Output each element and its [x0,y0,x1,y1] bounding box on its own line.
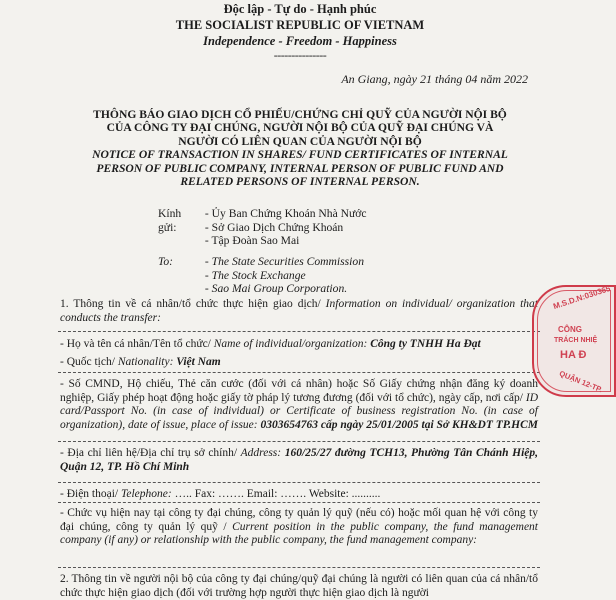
seal-text: CÔNG [558,325,582,334]
header-divider: --------------- [273,48,327,62]
section-1-heading: 1. Thông tin về cá nhân/tổ chức thực hiện giao dịch/ Information on individual/ organization that conducts the transfer: [60,298,538,324]
section-divider [58,372,540,373]
section-divider [58,567,540,568]
nationality-field: - Quốc tịch/ Nationality: Việt Nam [60,356,221,368]
title-vi-line-1: THÔNG BÁO GIAO DỊCH CỔ PHIẾU/CHỨNG CHỈ QUỸ CỦA NGƯỜI NỘI BỘ [93,108,507,121]
id-value: 0303654763 cấp ngày 25/01/2005 tại Sở KH&DT TP.HCM [260,418,538,431]
seal-text: M.S.D.N:030365 [552,284,612,311]
id-registration-field: - Số CMND, Hộ chiếu, Thẻ căn cước (đối với cá nhân) hoặc Số Giấy chứng nhận đăng ký doanh nghiệp, Giấy phép hoạt động hoặc giấy tờ pháp lý tương đương (đối với tổ chức), ngày cấp, nơi cấp/ ID card/Passport No. (in case of individual) or Certificate of business registration No. (in case of organization), date of issue, place of issue: 0303654763 cấp ngày 25/01/2005 tại Sở KH&DT TP.HCM [60,378,538,431]
recipients-vi-label: Kính gửi: [158,207,182,234]
document-title [40,108,560,188]
title-en-line-2: PERSON OF PUBLIC COMPANY, INTERNAL PERSON OF PUBLIC FUND AND [96,161,504,175]
title-vi-line-3: NGƯỜI CÓ LIÊN QUAN CỦA NGƯỜI NỘI BỘ [178,134,422,148]
recipient-vi-item: - Sở Giao Dịch Chứng Khoán [204,220,344,234]
company-seal-stamp [532,285,616,397]
nationality-value: Việt Nam [176,356,221,368]
name-field: - Họ và tên cá nhân/Tên tổ chức/ Name of individual/organization: Công ty TNHH Ha Đạt [60,338,481,350]
republic-name-english: THE SOCIALIST REPUBLIC OF VIETNAM [175,18,425,32]
motto-english: Independence - Freedom - Happiness [203,34,397,48]
seal-text: TRÁCH NHIỆ [554,337,598,344]
recipient-en-item: - Sao Mai Group Corporation. [204,282,348,296]
recipient-en-item: - The Stock Exchange [204,268,306,282]
section-divider [58,441,540,442]
date-line: An Giang, ngày 21 tháng 04 năm 2022 [341,72,528,86]
recipients-english [158,255,364,296]
section-divider [58,331,540,332]
name-value: Công ty TNHH Ha Đạt [370,338,481,350]
recipients-vietnamese [158,207,367,248]
address-value: 160/25/27 đường TCH13, Phường Tân Chánh Hiệp, Quận 12, TP. Hồ Chí Minh [60,447,539,473]
section-divider [58,502,540,503]
seal-text: QUẬN 12-TP. [557,368,604,395]
seal-text: HA Đ [560,349,587,361]
section-2-text: 2. Thông tin về người nội bộ của công ty đại chúng/quỹ đại chúng là người có liên quan của cá nhân/tổ chức thực hiện giao dịch (đối với trường hợp người thực hiện giao dịch là người [60,573,538,599]
recipients-en-label: To: [158,255,174,268]
recipient-vi-item: - Tập Đoàn Sao Mai [204,234,300,248]
title-vi-line-2: CỦA CÔNG TY ĐẠI CHÚNG, NGƯỜI NỘI BỘ CỦA QUỸ ĐẠI CHÚNG VÀ [106,121,494,135]
recipient-vi-item: - Ủy Ban Chứng Khoán Nhà Nước [204,207,367,220]
title-en-line-1: NOTICE OF TRANSACTION IN SHARES/ FUND CERTIFICATES OF INTERNAL [92,148,508,162]
section-divider [58,482,540,483]
title-en-line-3: RELATED PERSONS OF INTERNAL PERSON. [180,175,420,189]
address-field: - Địa chỉ liên hệ/Địa chỉ trụ sở chính/ Address: 160/25/27 đường TCH13, Phường Tân Chánh Hiệp, Quận 12, TP. Hồ Chí Minh [60,447,539,473]
recipient-en-item: - The State Securities Commission [204,255,364,268]
position-field: - Chức vụ hiện nay tại công ty đại chúng, công ty quản lý quỹ (nếu có) hoặc mối quan hệ với công ty đại chúng, công ty quản lý quỹ / Current position in the public company, the fund management company (if any) or relationship with the public company, the fund management company: [60,507,538,546]
contact-field: - Điện thoại/ Telephone: ….. Fax: ……. Email: ……. Website: .......... [60,488,381,500]
motto-vietnamese: Độc lập - Tự do - Hạnh phúc [223,2,377,16]
